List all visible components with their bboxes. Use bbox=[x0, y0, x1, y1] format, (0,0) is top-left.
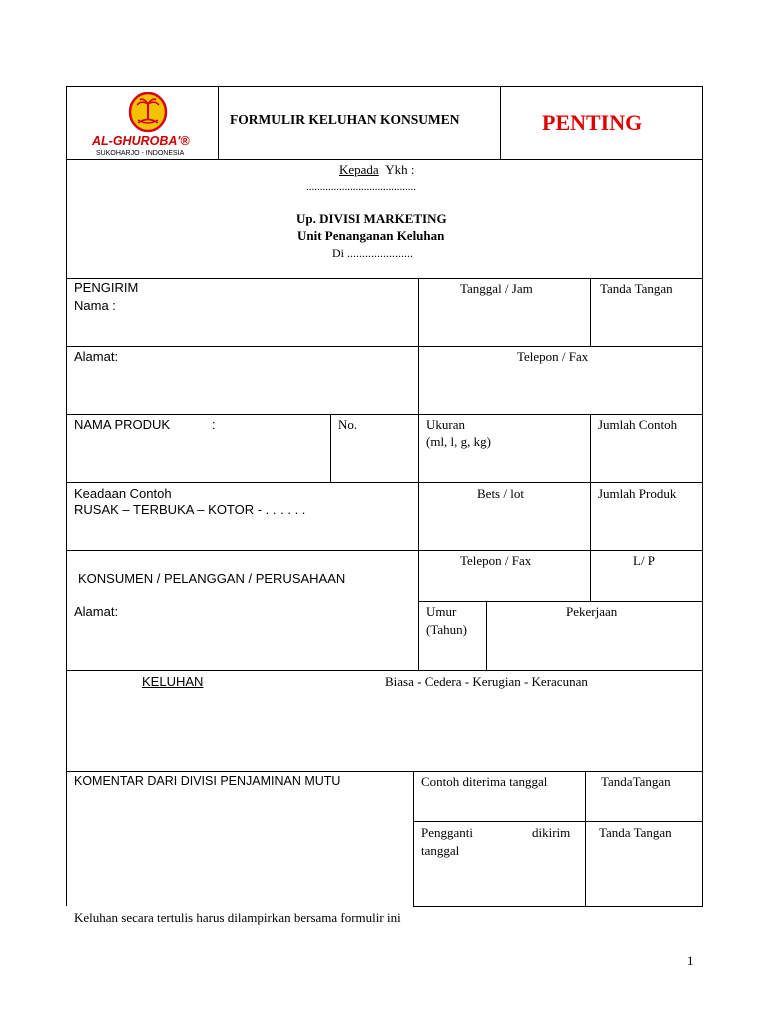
tanggal-label: tanggal bbox=[421, 843, 460, 858]
divider bbox=[66, 414, 703, 415]
bets-lot-label: Bets / lot bbox=[477, 486, 524, 501]
consumer-alamat-label: Alamat: bbox=[74, 604, 119, 619]
no-label: No. bbox=[338, 417, 358, 432]
divider bbox=[418, 550, 419, 670]
recipient-dots: ........................................ bbox=[306, 181, 416, 193]
divider bbox=[590, 278, 591, 346]
keadaan-contoh-label: Keadaan Contoh bbox=[74, 486, 172, 501]
logo bbox=[88, 92, 208, 158]
divider bbox=[66, 550, 703, 551]
consumer-telepon-fax-label: Telepon / Fax bbox=[460, 553, 532, 568]
ukuran-label: Ukuran bbox=[426, 417, 465, 432]
nama-produk-colon: : bbox=[212, 417, 216, 432]
telepon-fax-label: Telepon / Fax bbox=[517, 349, 589, 364]
divider bbox=[66, 278, 703, 279]
keluhan-label: KELUHAN bbox=[142, 674, 204, 689]
divider bbox=[66, 482, 703, 483]
umur-label: Umur bbox=[426, 604, 457, 619]
divider bbox=[413, 821, 703, 822]
divider bbox=[418, 601, 703, 602]
divider bbox=[66, 159, 703, 160]
keadaan-options: RUSAK – TERBUKA – KOTOR - . . . . . . bbox=[74, 502, 306, 517]
pekerjaan-label: Pekerjaan bbox=[566, 604, 618, 619]
logo-brand: AL-GHUROBA'® bbox=[92, 134, 190, 148]
unit-title: Unit Penanganan Keluhan bbox=[297, 228, 445, 243]
contoh-diterima-label: Contoh diterima tanggal bbox=[421, 774, 548, 789]
kepada-text: Kepada bbox=[339, 162, 379, 177]
palm-emblem-icon bbox=[128, 92, 168, 134]
tanggal-jam-label: Tanggal / Jam bbox=[460, 281, 533, 296]
border-top bbox=[66, 86, 703, 87]
keluhan-categories: Biasa - Cedera - Kerugian - Keracunan bbox=[385, 674, 588, 689]
lp-label: L/ P bbox=[633, 553, 656, 568]
consumer-label: KONSUMEN / PELANGGAN / PERUSAHAAN bbox=[78, 571, 346, 586]
pengganti-label: Pengganti bbox=[421, 825, 473, 840]
divider bbox=[66, 346, 703, 347]
jumlah-contoh-label: Jumlah Contoh bbox=[598, 417, 678, 432]
divider bbox=[413, 906, 703, 907]
footer-note: Keluhan secara tertulis harus dilampirkan bersama formulir ini bbox=[74, 910, 401, 925]
border-right bbox=[702, 86, 703, 906]
jumlah-produk-label: Jumlah Produk bbox=[598, 486, 677, 501]
alamat-label: Alamat: bbox=[74, 349, 119, 364]
dikirim-label: dikirim bbox=[532, 825, 571, 840]
divider bbox=[500, 86, 501, 159]
tandatangan-label: TandaTangan bbox=[601, 774, 671, 789]
ykh-text: Ykh : bbox=[385, 162, 415, 177]
form-title: FORMULIR KELUHAN KONSUMEN bbox=[230, 112, 460, 127]
divider bbox=[218, 86, 219, 159]
tahun-label: (Tahun) bbox=[426, 622, 467, 637]
ukuran-units: (ml, l, g, kg) bbox=[426, 434, 491, 449]
pengirim-label: PENGIRIM bbox=[74, 280, 139, 295]
tanda-tangan-label: Tanda Tangan bbox=[600, 281, 673, 296]
nama-label: Nama : bbox=[74, 298, 116, 313]
tanda-tangan-2-label: Tanda Tangan bbox=[599, 825, 672, 840]
divider bbox=[413, 771, 414, 907]
kepada-label bbox=[339, 161, 414, 178]
divider bbox=[66, 771, 703, 772]
divider bbox=[585, 771, 586, 907]
logo-tagline: SUKOHARJO - INDONESIA bbox=[96, 150, 185, 157]
page-number: 1 bbox=[687, 953, 694, 968]
divider bbox=[590, 550, 591, 601]
border-left bbox=[66, 86, 67, 906]
divider bbox=[486, 601, 487, 670]
divider bbox=[330, 414, 331, 482]
komentar-label: KOMENTAR DARI DIVISI PENJAMINAN MUTU bbox=[74, 774, 341, 788]
nama-produk-label: NAMA PRODUK bbox=[74, 417, 171, 432]
penting-badge: PENTING bbox=[542, 110, 643, 135]
divider bbox=[66, 670, 703, 671]
di-line: Di ...................... bbox=[332, 246, 413, 260]
division-title: Up. DIVISI MARKETING bbox=[296, 211, 447, 226]
